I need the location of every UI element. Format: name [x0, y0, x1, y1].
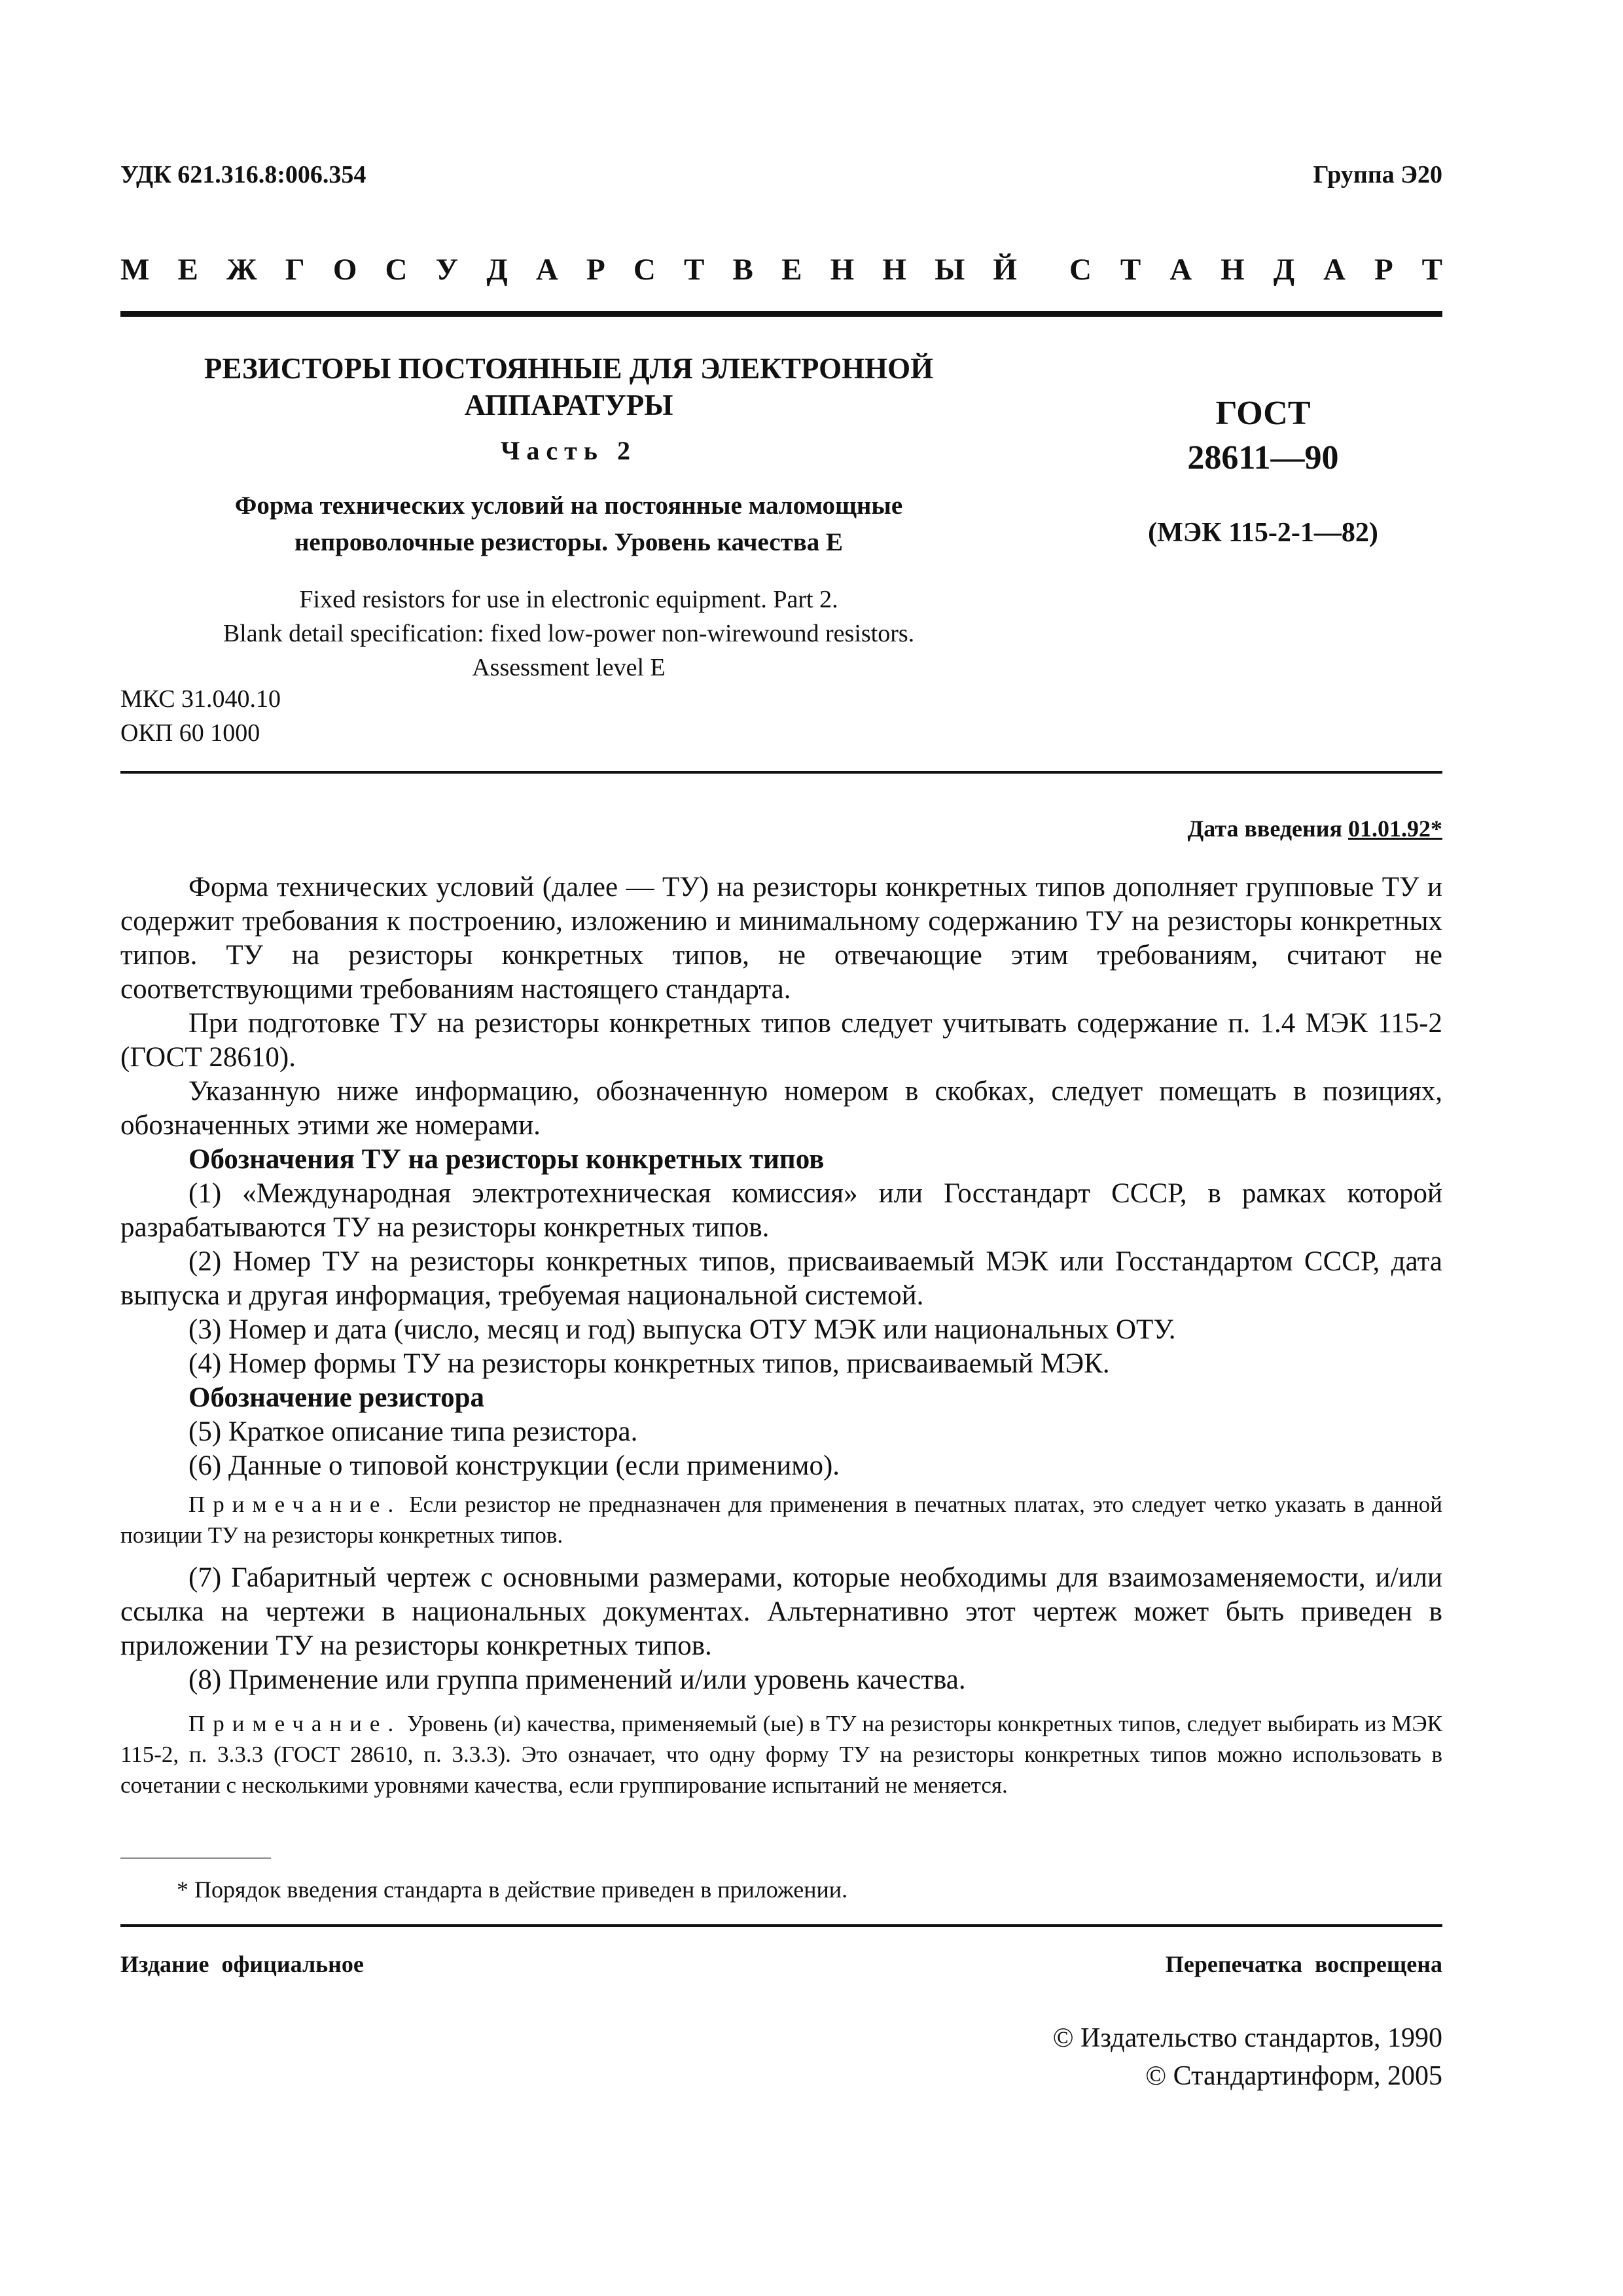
classification-codes [120, 682, 281, 750]
list-item: (7) Габаритный чертеж с основными размерами, которые необходимы для взаимозаменяемости, и/или ссылка на чертежи в национальных документах. Альтернативно этот чертеж может быть приведен в приложении ТУ на резисторы конкретных типов. [120, 1562, 1442, 1661]
heading-letter: М [120, 253, 150, 287]
english-line2: Blank detail specification: fixed low-power non-wirewound resistors. [223, 620, 915, 647]
heading-letter: Й [993, 253, 1017, 287]
footer-rule [120, 1924, 1442, 1927]
body-intro [120, 870, 1442, 1483]
section-heading: Обозначение резистора [188, 1382, 485, 1413]
subtitle-line2: непроволочные резисторы. Уровень качества Е [294, 528, 844, 556]
note-label: Примечание. [188, 1711, 402, 1736]
official-edition: Издание официальное [120, 1951, 364, 1977]
title-line1: РЕЗИСТОРЫ ПОСТОЯННЫЕ ДЛЯ ЭЛЕКТРОННОЙ [204, 352, 934, 385]
gost-code: 28611—90 [1187, 439, 1339, 476]
heading-letter: С [1069, 253, 1092, 287]
body-continued [120, 1561, 1442, 1697]
header-rule [120, 311, 1442, 317]
heading-letter: У [435, 253, 459, 287]
document-title [120, 350, 1017, 423]
list-item: (6) Данные о типовой конструкции (если применимо). [188, 1450, 840, 1481]
subtitle-line1: Форма технических условий на постоянные маломощные [234, 492, 903, 520]
date-value: 01.01.92* [1348, 816, 1442, 842]
heading-letter: Н [1221, 253, 1245, 287]
heading-letter: Е [177, 253, 198, 287]
note-text: Если резистор не предназначен для применения в печатных платах, это следует четко указать в данной позиции ТУ на резисторы конкретных типов. [120, 1492, 1443, 1548]
heading-letter: О [332, 253, 357, 287]
heading-letter: Д [486, 253, 508, 287]
heading-letter: А [535, 253, 558, 287]
part-label: Часть 2 [501, 436, 637, 465]
heading-letter: Ж [226, 253, 257, 287]
note-label: Примечание. [188, 1492, 402, 1517]
heading-letter: С [633, 253, 656, 287]
english-line1: Fixed resistors for use in electronic equipment. Part 2. [299, 586, 838, 613]
heading-letter: Д [1273, 253, 1295, 287]
paragraph: Форма технических условий (далее — ТУ) на резисторы конкретных типов дополняет групповые ТУ и содержит требования к построению, изложению и минимальному содержанию ТУ на резисторы конкретных типов. ТУ на резисторы конкретных типов, не отвечающие этим требованиям, считают не соответствующими требованиям настоящего стандарта. [120, 872, 1442, 1005]
date-label: Дата введения [1187, 816, 1342, 842]
mek-reference: (МЭК 115-2-1—82) [1148, 518, 1378, 548]
standard-heading-word2 [1069, 252, 1442, 287]
heading-letter: С [385, 253, 408, 287]
reprint-prohibited: Перепечатка воспрещена [1165, 1951, 1442, 1977]
introduction-date [1188, 815, 1443, 842]
okp-code: ОКП 60 1000 [120, 719, 260, 747]
document-subtitle [120, 488, 1017, 561]
heading-letter: Р [1374, 253, 1393, 287]
heading-letter: Н [830, 253, 855, 287]
title-line2: АППАРАТУРЫ [464, 389, 673, 422]
list-item: (4) Номер формы ТУ на резисторы конкретных типов, присваиваемый МЭК. [188, 1348, 1110, 1379]
list-item: (2) Номер ТУ на резисторы конкретных типов, присваиваемый МЭК или Госстандартом СССР, дата выпуска и другая информация, требуемая национальной системой. [120, 1246, 1442, 1311]
copyright-line1: © Издательство стандартов, 1990 [1052, 2023, 1442, 2053]
heading-letter: Е [781, 253, 802, 287]
gost-number [1086, 391, 1440, 480]
english-title [120, 583, 1017, 685]
standard-heading-word1 [120, 252, 1017, 287]
english-line3: Assessment level E [472, 654, 666, 681]
heading-letter: Р [586, 253, 605, 287]
heading-letter: Т [684, 253, 705, 287]
group-code: Группа Э20 [1313, 161, 1442, 188]
footnote: * Порядок введения стандарта в действие приведен в приложении. [177, 1876, 848, 1903]
list-item: (5) Краткое описание типа резистора. [188, 1416, 638, 1447]
title-rule [120, 771, 1442, 774]
heading-letter: Т [1421, 253, 1442, 287]
section-heading: Обозначения ТУ на резисторы конкретных типов [188, 1144, 825, 1175]
heading-letter: Ы [935, 253, 965, 287]
heading-letter: В [732, 253, 753, 287]
note-text: Уровень (и) качества, применяемый (ые) в ТУ на резисторы конкретных типов, следует выбирать из МЭК 115-2, п. 3.3.3 (ГОСТ 28610, п. 3.3.3). Это означает, что одну форму ТУ на резисторы конкретных типов можно использовать в сочетании с несколькими уровнями качества, если группирование испытаний не меняется. [120, 1711, 1442, 1798]
standard-heading [120, 252, 1442, 287]
gost-label: ГОСТ [1215, 395, 1311, 432]
list-item: (8) Применение или группа применений и/или уровень качества. [188, 1664, 966, 1695]
heading-letter: Н [882, 253, 906, 287]
list-item: (3) Номер и дата (число, месяц и год) выпуска ОТУ МЭК или национальных ОТУ. [188, 1314, 1176, 1345]
heading-letter: А [1323, 253, 1346, 287]
footnote-rule [120, 1857, 271, 1859]
copyright-block [1053, 2019, 1442, 2095]
heading-letter: А [1169, 253, 1192, 287]
note-1 [120, 1489, 1442, 1551]
mks-code: МКС 31.040.10 [120, 685, 281, 713]
list-item: (1) «Международная электротехническая комиссия» или Госстандарт СССР, в рамках которой разрабатываются ТУ на резисторы конкретных типов. [120, 1178, 1442, 1243]
udk-code: УДК 621.316.8:006.354 [120, 161, 366, 188]
copyright-line2: © Стандартинформ, 2005 [1145, 2061, 1442, 2091]
paragraph: Указанную ниже информацию, обозначенную номером в скобках, следует помещать в позициях, обозначенных этими же номерами. [120, 1076, 1442, 1141]
paragraph: При подготовке ТУ на резисторы конкретных типов следует учитывать содержание п. 1.4 МЭК 115-2 (ГОСТ 28610). [120, 1008, 1442, 1073]
heading-letter: Т [1120, 253, 1141, 287]
note-2 [120, 1708, 1442, 1801]
heading-letter: Г [285, 253, 305, 287]
